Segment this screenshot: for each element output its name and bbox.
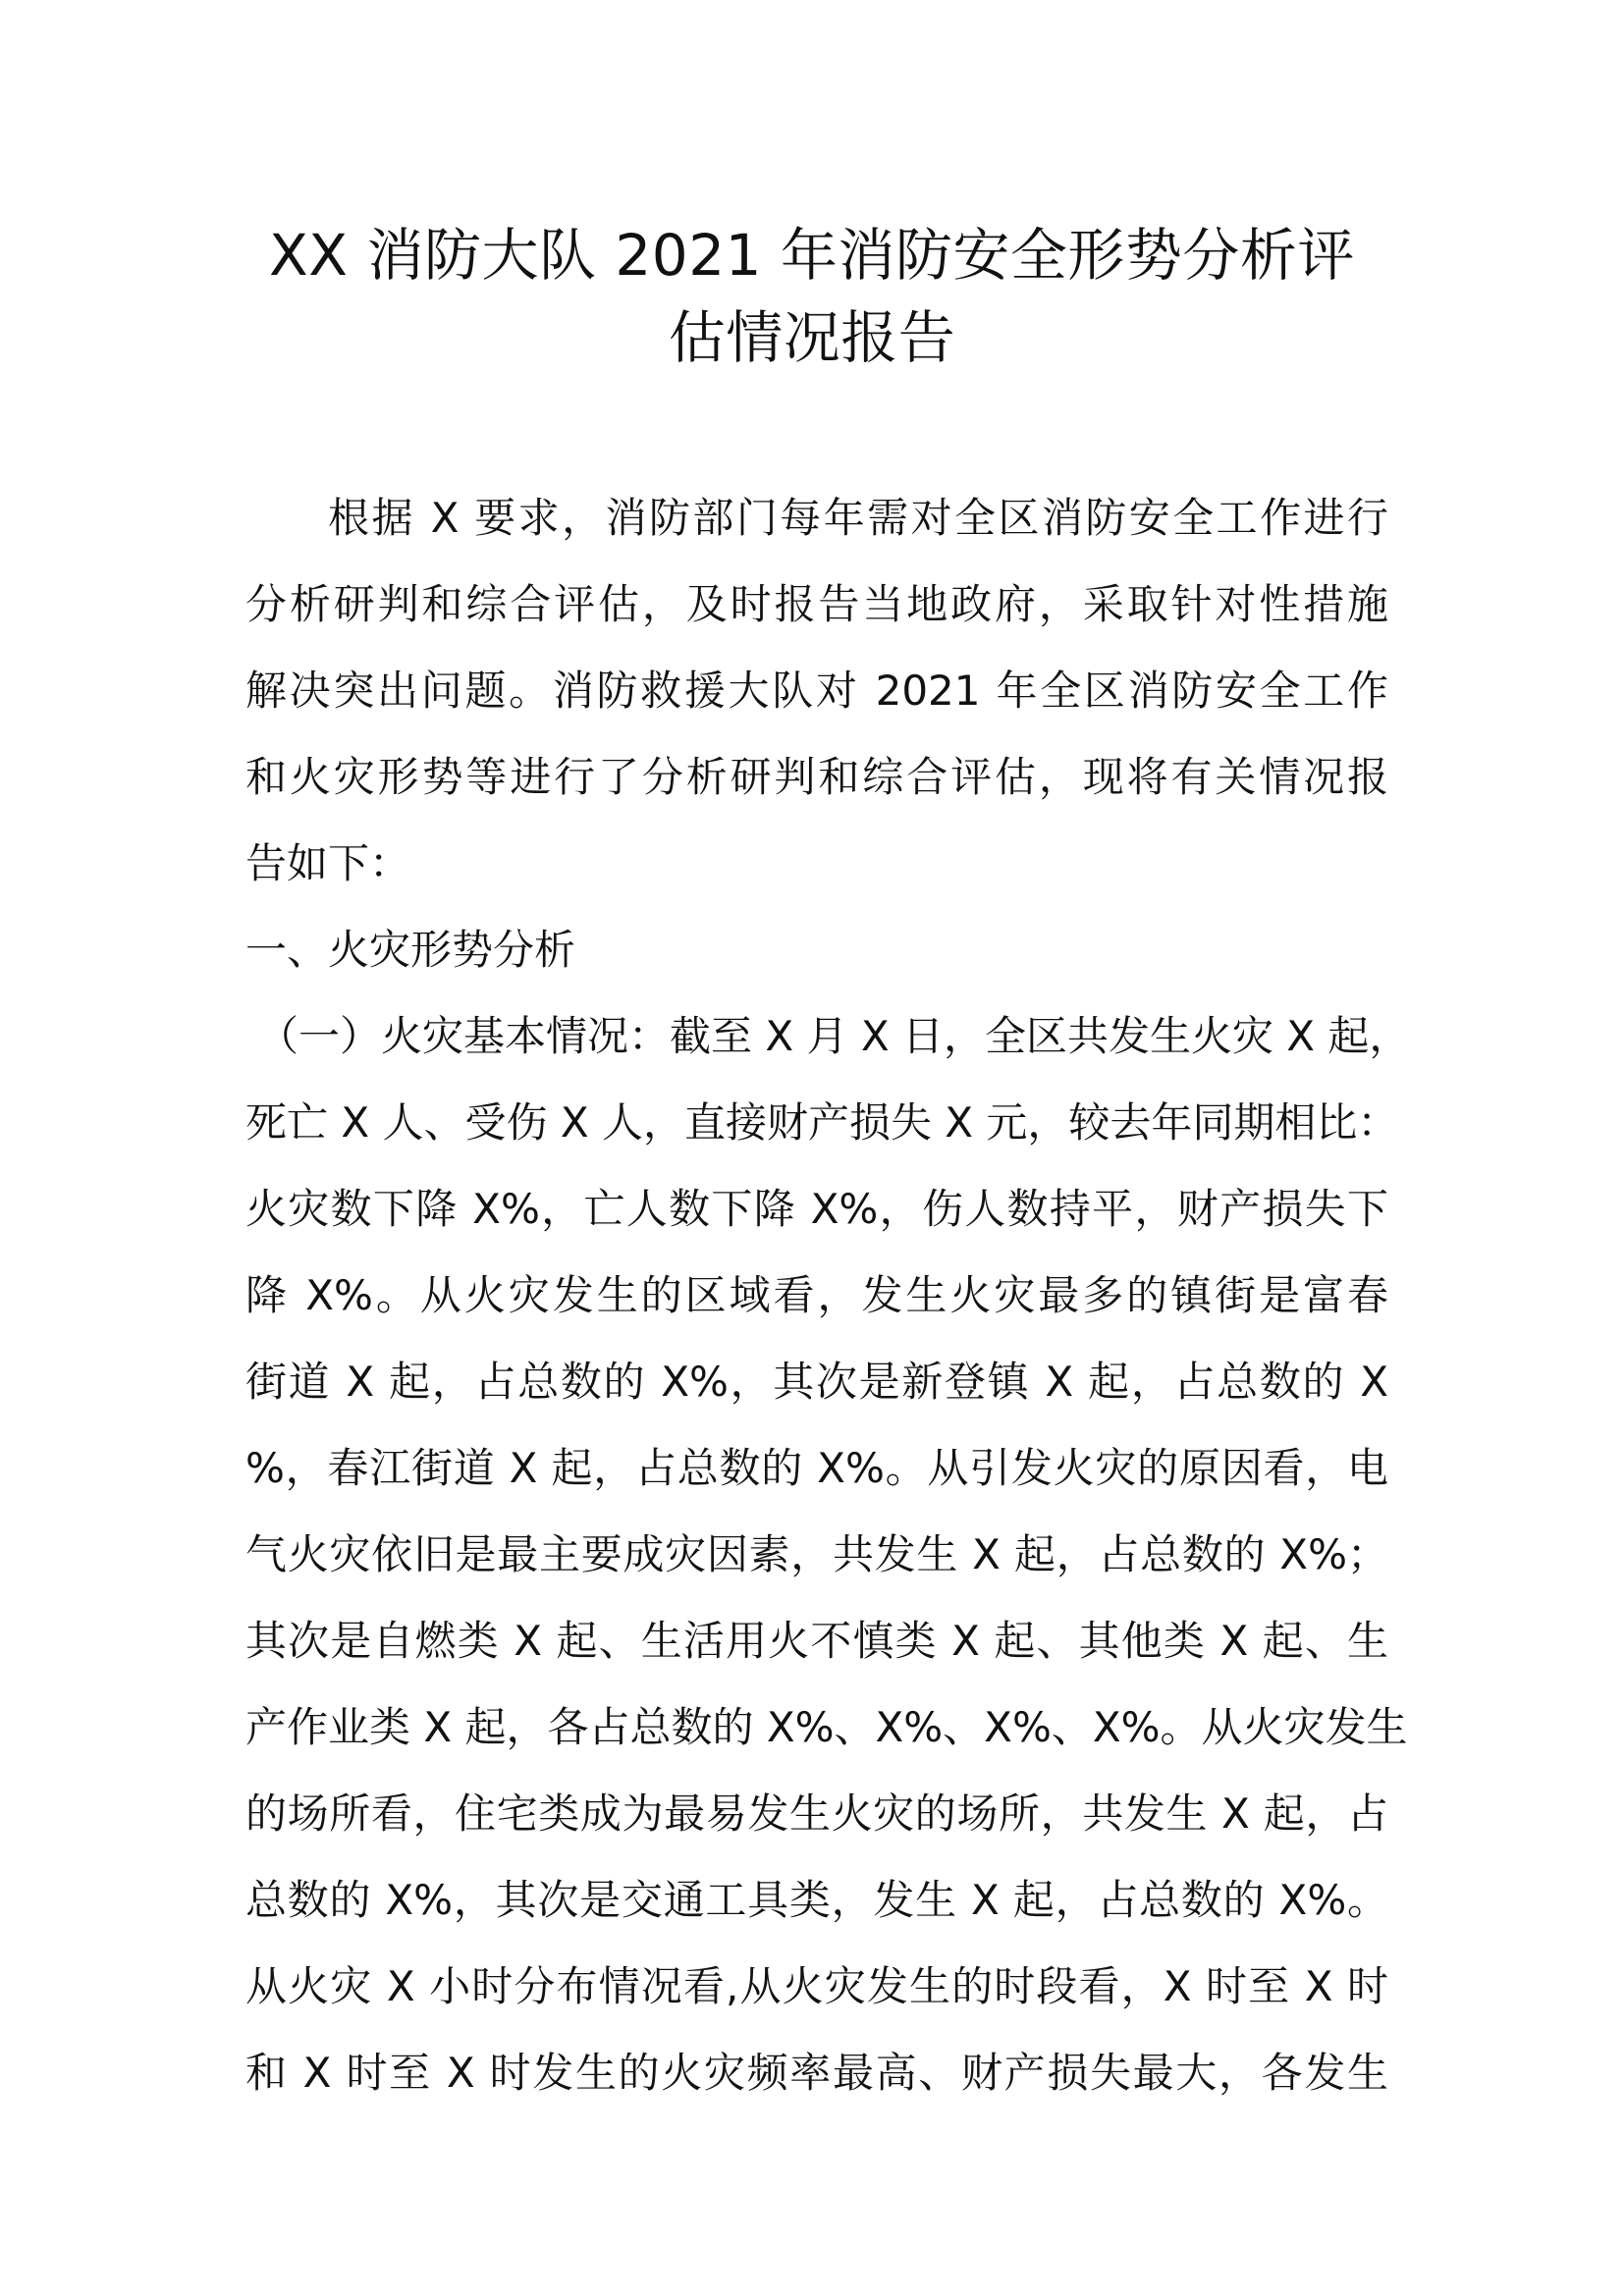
text-line: 街道 X 起，占总数的 X%，其次是新登镇 X 起，占总数的 X (245, 1358, 1388, 1406)
document-title (226, 214, 1398, 379)
text-line: 降 X%。从火灾发生的区域看，发生火灾最多的镇街是富春 (245, 1271, 1388, 1319)
section-heading (245, 907, 1388, 993)
subsection-paragraph (245, 993, 1411, 2116)
text-line: 分析研判和综合评估，及时报告当地政府，采取针对性措施 (245, 580, 1388, 628)
text-line: 和 X 时至 X 时发生的火灾频率最高、财产损失最大，各发生 (245, 2049, 1388, 2097)
intro-paragraph (245, 475, 1388, 907)
text-line: %，春江街道 X 起，占总数的 X%。从引发火灾的原因看，电 (245, 1444, 1388, 1492)
text-line: 死亡 X 人、受伤 X 人，直接财产损失 X 元，较去年同期相比： (245, 1098, 1399, 1147)
text-line: 气火灾依旧是最主要成灾因素，共发生 X 起，占总数的 X%； (245, 1530, 1388, 1578)
heading-line: 一、火灾形势分析 (245, 926, 576, 974)
document-body (245, 475, 1411, 2116)
text-line: 产作业类 X 起，各占总数的 X%、X%、X%、X%。从火灾发生 (245, 1703, 1408, 1751)
text-line: 其次是自燃类 X 起、生活用火不慎类 X 起、其他类 X 起、生 (245, 1617, 1388, 1665)
title-line-2: 估情况报告 (668, 304, 956, 371)
text-line: 总数的 X%，其次是交通工具类，发生 X 起，占总数的 X%。 (245, 1876, 1388, 1924)
text-line: 从火灾 X 小时分布情况看,从火灾发生的时段看，X 时至 X 时 (245, 1962, 1388, 2010)
text-line: 的场所看，住宅类成为最易发生火灾的场所，共发生 X 起，占 (245, 1789, 1388, 1838)
text-line: 根据 X 要求，消防部门每年需对全区消防安全工作进行 (328, 494, 1388, 542)
text-line: 告如下： (245, 839, 411, 887)
text-line: （一）火灾基本情况：截至 X 月 X 日，全区共发生火灾 X 起， (257, 1012, 1411, 1060)
text-line: 和火灾形势等进行了分析研判和综合评估，现将有关情况报 (245, 753, 1388, 801)
text-line: 火灾数下降 X%，亡人数下降 X%，伤人数持平，财产损失下 (245, 1185, 1388, 1233)
text-line: 解决突出问题。消防救援大队对 2021 年全区消防安全工作 (245, 667, 1388, 715)
title-line-1: XX 消防大队 2021 年消防安全形势分析评 (269, 222, 1355, 289)
